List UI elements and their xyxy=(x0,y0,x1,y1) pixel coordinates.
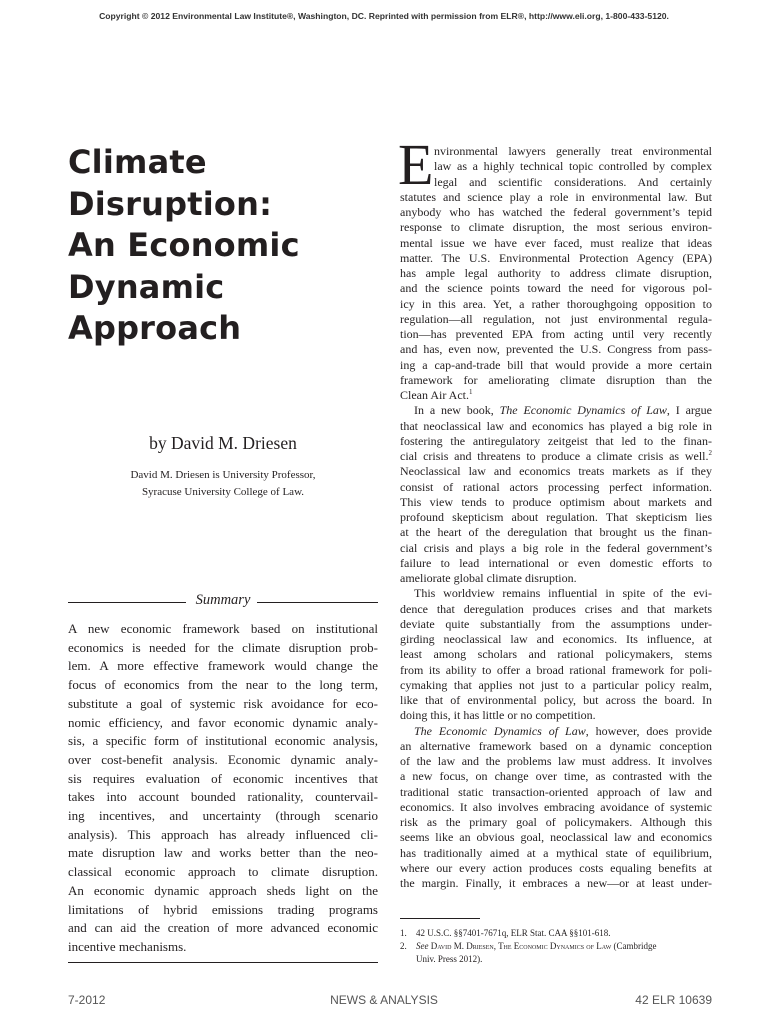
footnote-book-title: The Economic Dynamics of Law xyxy=(498,941,612,951)
summary-line: focus of economics from the near to the long term, xyxy=(68,677,378,693)
summary-line: economics is needed for the climate disruption prob- xyxy=(68,639,378,655)
body-line: doing this, it has little or no competition. xyxy=(400,708,596,723)
body-line: dence that deregulation produces crises and that markets xyxy=(400,601,712,616)
body-line: from its ability to offer a broad rational framework for poli- xyxy=(400,662,712,677)
body-line xyxy=(400,403,712,418)
book-title: The Economic Dynamics of Law xyxy=(414,723,586,738)
body-line: where our every action produces costs equaling benefits at xyxy=(400,860,712,875)
rule-right xyxy=(257,602,378,603)
summary-line: limitations of hybrid emissions trading programs xyxy=(68,901,378,917)
body-text: , however, does provide xyxy=(585,723,712,738)
body-text: , I argue xyxy=(666,403,712,418)
body-line: nvironmental lawyers generally treat environmental xyxy=(434,144,712,158)
body-line: framework for ameliorating climate disruption than the xyxy=(400,372,712,387)
body-line xyxy=(400,388,712,403)
footnote-number: 1. xyxy=(400,928,407,938)
title-line: Climate xyxy=(68,143,207,181)
title-line: An Economic xyxy=(68,226,300,264)
article-title xyxy=(68,142,368,350)
summary-line: nomic efficiency, and favor economic dynamic analy- xyxy=(68,714,378,730)
summary-text xyxy=(68,620,378,957)
summary-line: An economic dynamic approach sheds light on the xyxy=(68,882,378,898)
body-line: an alternative framework based on a dynamic conception xyxy=(400,738,712,753)
body-line: profound skepticism about regulation. That skepticism lies xyxy=(400,510,712,524)
body-line: like that of environmental policy, but across the board. In xyxy=(400,693,712,707)
footnote-signal: See xyxy=(416,941,429,951)
body-text: In a new book, xyxy=(414,403,500,418)
body-line: law as a highly technical topic controlled by complex xyxy=(434,159,712,174)
summary-line: sis requires evaluation of economic incentives that xyxy=(68,770,378,786)
title-line: Disruption: xyxy=(68,184,273,223)
body-line: consist of rational actors processing perfect information. xyxy=(400,479,712,494)
footnote-text: Univ. Press 2012). xyxy=(416,954,483,964)
summary-line: mate disruption law and works better than the neo- xyxy=(68,845,378,861)
body-line: matter. The U.S. Environmental Protection Agency (EPA) xyxy=(400,250,712,265)
footnotes xyxy=(400,927,712,966)
article-body xyxy=(400,144,712,891)
affiliation-line: Syracuse University College of Law. xyxy=(141,486,305,498)
summary-line: sis, a specific form of institutional economic analysis, xyxy=(68,733,378,749)
footnote-author: David M. Driesen, xyxy=(428,941,499,951)
summary-heading xyxy=(68,592,378,612)
body-line: mental issue we have ever faced, must realize that ideas xyxy=(400,235,712,250)
body-line: legal and scientific considerations. And certainly xyxy=(434,174,712,189)
body-line: that neoclassical law and economics has played a big role in xyxy=(400,418,712,433)
body-line: icy in this area. Yet, a rather thoroughgoing opposition to xyxy=(400,296,712,311)
summary-line: A new economic framework based on institutional xyxy=(68,621,378,636)
body-line: tion—has prevented EPA from acting until very recently xyxy=(400,327,712,341)
author-affiliation xyxy=(68,467,378,501)
body-line: least among scholars and rational policymakers, stems xyxy=(400,647,712,662)
affiliation-line: David M. Driesen is University Professor, xyxy=(130,469,316,481)
body-line: seems like an obvious goal, neoclassical law and economics xyxy=(400,830,712,845)
footnote-rule xyxy=(400,918,480,919)
body-line: ameliorate global climate disruption. xyxy=(400,571,577,585)
summary-line: ing incentives, and uncertainty (through scenario xyxy=(68,808,378,824)
body-line: statutes and science play a role in environmental law. But xyxy=(400,189,712,204)
body-line: economics. It also involves embracing avoidance of systemic xyxy=(400,799,712,814)
footnote-text xyxy=(416,940,657,953)
body-line: cial crisis and plays a big role in the federal government’s xyxy=(400,540,712,555)
body-line: girding neoclassical law and economics. Its influence, at xyxy=(400,632,712,646)
body-line: This worldview remains influential in spite of the evi- xyxy=(414,586,712,601)
body-line: risk as the primary goal of policymakers. Although this xyxy=(400,815,712,829)
body-line: This view tends to produce optimism about markets and xyxy=(400,494,712,509)
body-line: deviate quite substantially from the assumptions under- xyxy=(400,616,712,631)
body-line: and the science points toward the need for vigorous pol- xyxy=(400,281,712,296)
footnote-2-cont xyxy=(400,953,712,966)
footer-date: 7-2012 xyxy=(68,993,106,1007)
title-line: Approach xyxy=(68,309,242,347)
footnote-ref-1[interactable]: 1 xyxy=(469,388,473,396)
summary-line: and can aid the creation of more advanced economic xyxy=(68,920,378,936)
body-text: Clean Air Act. xyxy=(400,388,469,402)
body-line: has ample legal authority to address climate disruption, xyxy=(400,266,712,280)
body-line xyxy=(400,724,712,739)
body-line: response to climate disruption, the most serious environ- xyxy=(400,220,712,235)
body-line: a new focus, on change over time, as contrasted with the xyxy=(400,769,712,784)
body-line: ing a cap-and-trade bill that would provide a more certain xyxy=(400,357,712,372)
body-line: Neoclassical law and economics treats markets as if they xyxy=(400,464,712,479)
footer-page-ref: 42 ELR 10639 xyxy=(635,993,712,1007)
footnote-text: 42 U.S.C. §§7401-7671q, ELR Stat. CAA §§101-618. xyxy=(416,928,611,938)
title-line: Dynamic xyxy=(68,267,225,306)
byline: by David M. Driesen xyxy=(149,433,297,453)
body-line: of the law and the problems law must address. It involves xyxy=(400,754,712,768)
footnote-2 xyxy=(400,940,712,953)
body-line: has traditionally aimed at a mythical state of equilibrium, xyxy=(400,845,712,860)
footnote-ref-2[interactable]: 2 xyxy=(708,449,712,457)
body-line xyxy=(400,449,712,464)
body-line: failure to lead international or even domestic efforts to xyxy=(400,555,712,570)
footnote-publisher: (Cambridge xyxy=(611,941,657,951)
body-line: traditional static transaction-oriented approach of law and xyxy=(400,784,712,799)
footnote-1 xyxy=(400,927,712,940)
body-text: cial crisis and threatens to produce a climate crisis as well. xyxy=(400,449,709,463)
body-line: and has, even now, prevented the U.S. Congress from pass- xyxy=(400,342,712,357)
copyright-notice: Copyright © 2012 Environmental Law Institute®, Washington, DC. Reprinted with permission from ELR®, http://www.eli.org, 1-800-433-5120. xyxy=(99,11,669,21)
body-line: cymaking that applies not just to a particular policy realm, xyxy=(400,677,712,692)
footer-section: NEWS & ANALYSIS xyxy=(330,993,438,1007)
summary-line: takes into account bounded rationality, countervail- xyxy=(68,789,378,805)
body-line: at the heart of the deregulation that brought us the finan- xyxy=(400,525,712,540)
body-line: regulation—all regulation, not just environmental regula- xyxy=(400,311,712,326)
drop-cap: E xyxy=(398,132,434,197)
summary-label: Summary xyxy=(195,592,251,608)
summary-line: lem. A more effective framework would change the xyxy=(68,658,378,674)
body-line: anybody who has watched the federal government’s tepid xyxy=(400,205,712,219)
book-title: The Economic Dynamics of Law xyxy=(499,403,667,418)
summary-line: substitute a goal of systemic risk avoidance for eco- xyxy=(68,695,378,711)
summary-bottom-rule xyxy=(68,962,378,963)
summary-line: over cost-benefit analysis. Economic dynamic analy- xyxy=(68,751,378,767)
summary-line: analysis). This approach has already influenced cli- xyxy=(68,826,378,842)
summary-line: classical economic approach to climate disruption. xyxy=(68,864,378,880)
body-line: the margin. Finally, it embraces a new—or at least under- xyxy=(400,876,712,890)
footnote-number: 2. xyxy=(400,941,407,951)
summary-line: incentive mechanisms. xyxy=(68,938,187,954)
body-line: fostering the antiregulatory zeitgeist that led to the finan- xyxy=(400,433,712,448)
